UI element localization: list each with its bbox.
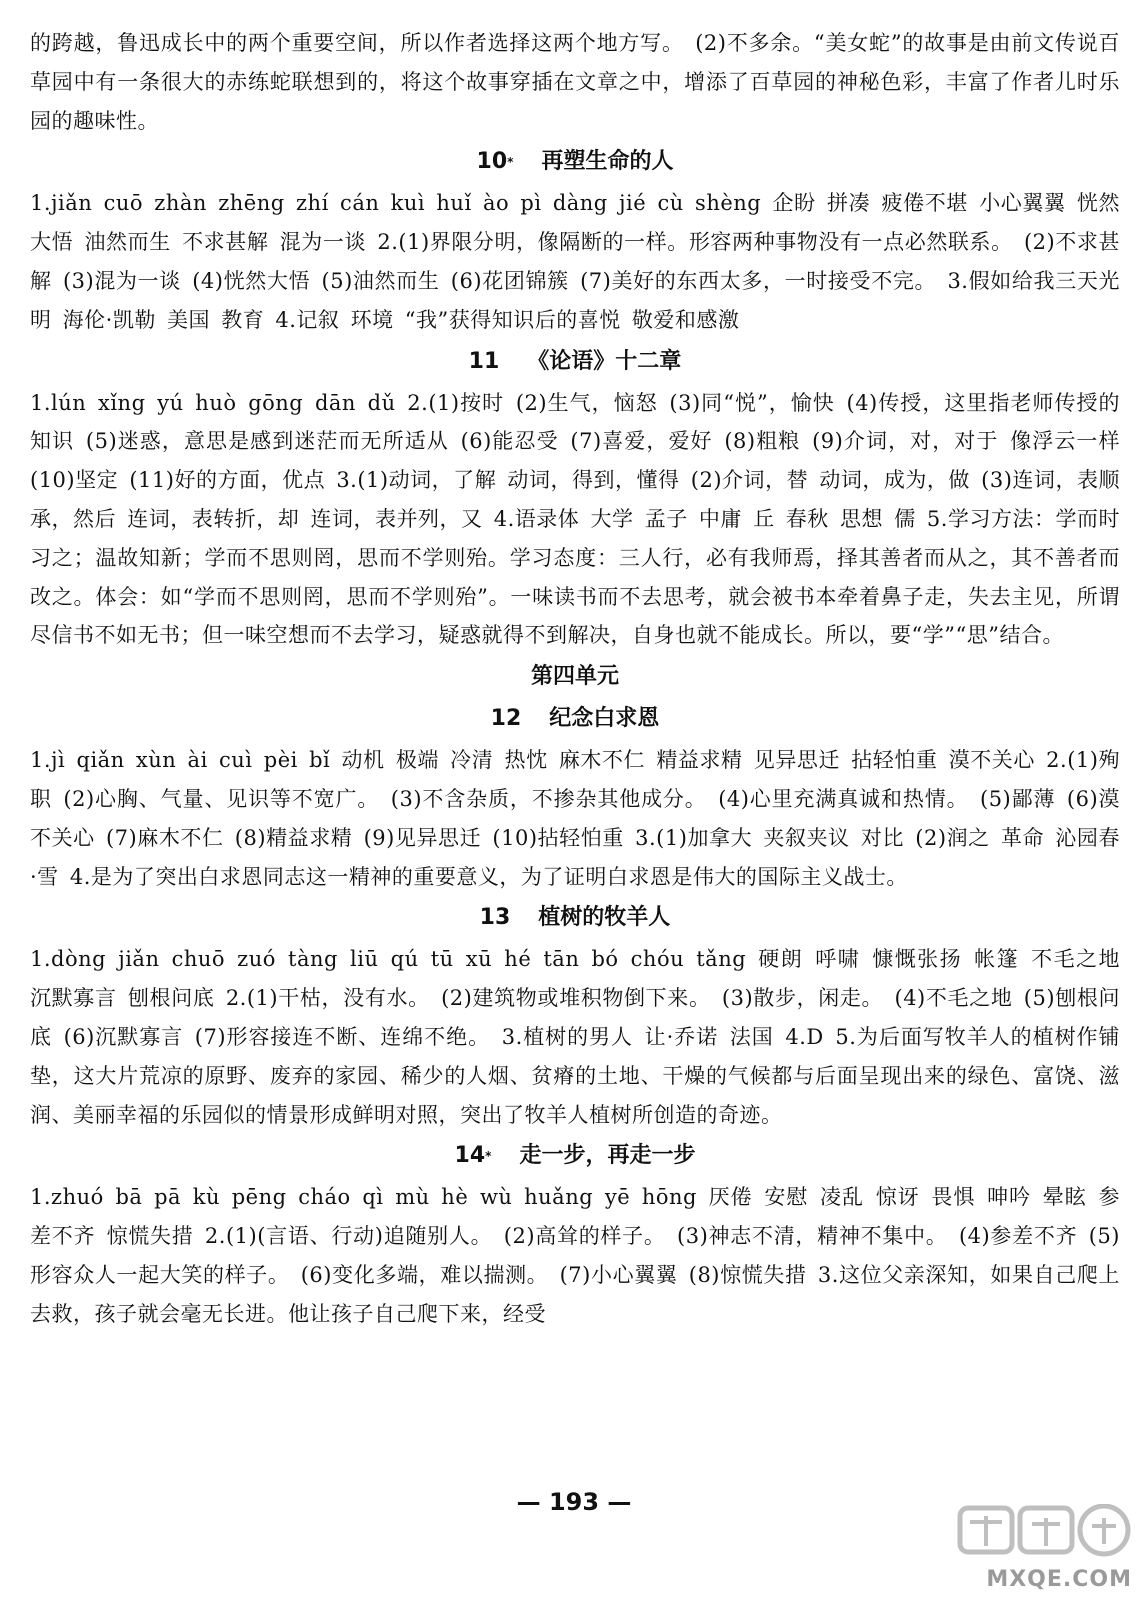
section-title: 再塑生命的人 bbox=[541, 149, 674, 175]
section-body-13: 1.dòng jiǎn chuō zuó tàng liū qú tū xū hé tān bó chóu tǎng 硬朗 呼啸 慷慨张扬 帐篷 不毛之地 沉默寡言 刨根问底 2.(1)干枯，没有水。 (2)建筑物或堆积物倒下来。 (3)散步，闲走。 (4)不毛之地 (5)刨根问底 (6)沉默寡言 (7)形容接连不断、连绵不绝。 3.植树的男人 让·乔诺 法国 4.D 5.为后面写牧羊人的植树作铺垫，这大片荒凉的原野、废弃的家园、稀少的人烟、贫瘠的土地、干燥的气候都与后面呈现出来的绿色、富饶、滋润、美丽幸福的乐园似的情景形成鲜明对照，突出了牧羊人植树所创造的奇迹。 bbox=[30, 947, 1120, 1127]
optional-star: * bbox=[507, 155, 514, 170]
answer-page bbox=[30, 24, 1120, 1334]
section-number bbox=[477, 149, 514, 174]
section-title: 植树的牧羊人 bbox=[538, 905, 671, 931]
optional-star: * bbox=[485, 1149, 492, 1164]
section-body-10: 1.jiǎn cuō zhàn zhēng zhí cán kuì huǐ ào pì dàng jié cù shèng 企盼 拼凑 疲倦不堪 小心翼翼 恍然大悟 油然而生 不求甚解 混为一谈 2.(1)界限分明，像隔断的一样。形容两种事物没有一点必然联系。 (2)不求甚解 (3)混为一谈 (4)恍然大悟 (5)油然而生 (6)花团锦簇 (7)美好的东西太多，一时接受不完。 3.假如给我三天光明 海伦·凯勒 美国 教育 4.记叙 环境 “我”获得知识后的喜悦 敬爱和感激 bbox=[30, 191, 1120, 332]
watermark-text: MXQE.COM bbox=[986, 1567, 1132, 1592]
section-number: 12 bbox=[490, 706, 522, 732]
section-number: 11 bbox=[468, 348, 500, 374]
section-number bbox=[455, 1143, 492, 1168]
section-body-14: 1.zhuó bā pā kù pēng cháo qì mù hè wù huǎng yē hōng 厌倦 安慰 凌乱 惊讶 畏惧 呻吟 晕眩 参差不齐 惊慌失措 2.(1)(言语、行动)追随别人。 (2)高耸的样子。 (3)神志不清，精神不集中。 (4)参差不齐 (5)形容众人一起大笑的样子。 (6)变化多端，难以揣测。 (7)小心翼翼 (8)惊慌失措 3.这位父亲深知，如果自己爬上去救，孩子就会毫无长进。他让孩子自己爬下来，经受 bbox=[30, 1185, 1120, 1326]
section-title: 走一步，再走一步 bbox=[519, 1143, 696, 1169]
section-number: 13 bbox=[479, 905, 511, 931]
intro-paragraph: 的跨越，鲁迅成长中的两个重要空间，所以作者选择这两个地方写。 (2)不多余。“美女蛇”的故事是由前文传说百草园中有一条很大的赤练蛇联想到的，将这个故事穿插在文章之中，增添了百草园的神秘色彩，丰富了作者儿时乐园的趣味性。 bbox=[30, 31, 1120, 133]
section-body-12: 1.jì qiǎn xùn ài cuì pèi bǐ 动机 极端 冷清 热忱 麻木不仁 精益求精 见异思迁 拈轻怕重 漠不关心 2.(1)殉职 (2)心胸、气量、见识等不宽广。 (3)不含杂质，不掺杂其他成分。 (4)心里充满真诚和热情。 (5)鄙薄 (6)漠不关心 (7)麻木不仁 (8)精益求精 (9)见异思迁 (10)拈轻怕重 3.(1)加拿大 夹叙夹议 对比 (2)润之 革命 沁园春·雪 4.是为了突出白求恩同志这一精神的重要意义，为了证明白求恩是伟大的国际主义战士。 bbox=[30, 748, 1120, 889]
section-heading-14 bbox=[30, 1136, 1120, 1176]
section-heading-12 bbox=[30, 699, 1120, 739]
section-title: 纪念白求恩 bbox=[549, 706, 660, 732]
section-number-text: 10 bbox=[476, 149, 508, 175]
section-body-11: 1.lún xǐng yú huò gōng dān dǔ 2.(1)按时 (2)生气，恼怒 (3)同“悦”，愉快 (4)传授，这里指老师传授的知识 (5)迷惑，意思是感到迷茫而无所适从 (6)能忍受 (7)喜爱，爱好 (8)粗粮 (9)介词，对，对于 像浮云一样 (10)坚定 (11)好的方面，优点 3.(1)动词，了解 动词，得到，懂得 (2)介词，替 动词，成为，做 (3)连词，表顺承，然后 连词，表转折，却 连词，表并列，又 4.语录体 大学 孟子 中庸 丘 春秋 思想 儒 5.学习方法：学而时习之；温故知新；学而不思则罔，思而不学则殆。学习态度：三人行，必有我师焉，择其善者而从之，其不善者而改之。体会：如“学而不思则罔，思而不学则殆”。一味读书而不去思考，就会被书本牵着鼻子走，失去主见，所谓尽信书不如无书；但一味空想而不去学习，疑惑就得不到解决，自身也就不能成长。所以，要“学”“思”结合。 bbox=[30, 390, 1120, 648]
section-heading-10 bbox=[30, 142, 1120, 182]
section-number-text: 14 bbox=[454, 1143, 486, 1169]
section-heading-11 bbox=[30, 342, 1120, 382]
page-number: — 193 — bbox=[516, 1488, 632, 1516]
unit-heading: 第四单元 bbox=[530, 664, 619, 690]
section-title: 《论语》十二章 bbox=[527, 348, 682, 374]
section-heading-13 bbox=[30, 898, 1120, 938]
